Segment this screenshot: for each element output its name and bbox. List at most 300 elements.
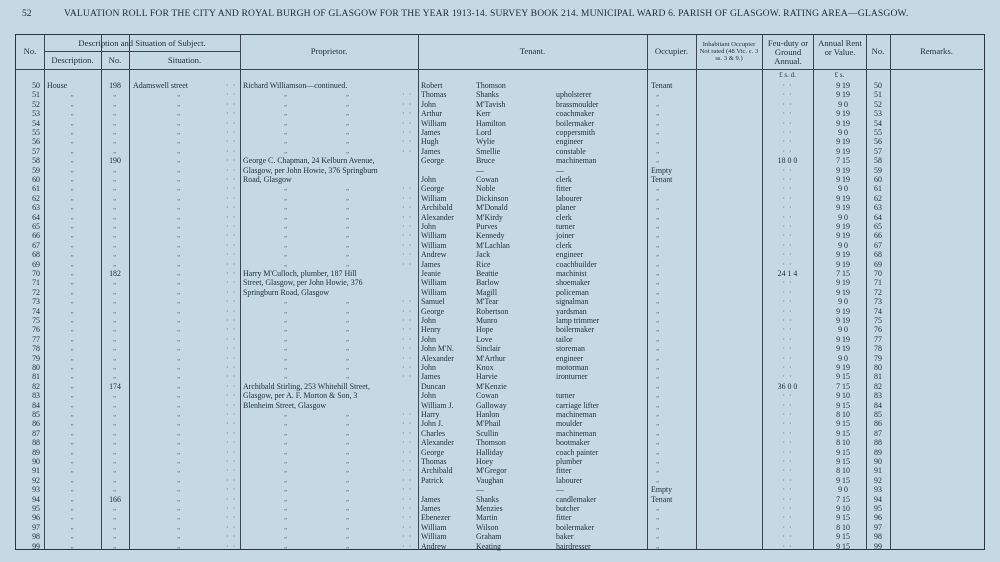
row-tenant-occupation: machineman [556, 428, 597, 438]
proprietor-ditto: „ [346, 410, 350, 418]
proprietor-ditto: „ [346, 193, 350, 202]
row-number: 92 [32, 475, 40, 485]
proprietor-leader-dots: · · [402, 428, 413, 438]
row-tenant-occupation: coppersmith [556, 128, 596, 137]
situation-leader-dots: · · [226, 250, 237, 260]
row-occupier: „ [656, 522, 660, 531]
row-number: 87 [32, 428, 40, 438]
row-tenant-first-name: Samuel [421, 297, 445, 307]
row-tenant-first-name: Arthur [421, 109, 443, 119]
row-annual-rent: 9 15 [836, 532, 850, 542]
feu-leader-dots: · · [782, 259, 793, 269]
feu-leader-dots: · · [782, 165, 793, 175]
row-situation: „ [177, 259, 181, 268]
row-tenant-first-name: William [421, 522, 447, 532]
row-number-right: 51 [874, 90, 882, 100]
row-occupier: „ [656, 344, 660, 353]
row-number-right: 96 [874, 513, 882, 523]
proprietor-leader-dots: · · [402, 212, 413, 222]
situation-leader-dots: · · [226, 156, 237, 166]
row-occupier: „ [656, 203, 660, 212]
row-tenant-surname: Scullin [476, 428, 499, 438]
situation-leader-dots: · · [226, 316, 237, 325]
page-number: 52 [22, 8, 32, 19]
row-tenant-first-name: William [421, 278, 447, 288]
proprietor-ditto: „ [284, 222, 288, 230]
proprietor-leader-dots: · · [402, 504, 413, 513]
row-number: 68 [32, 250, 40, 260]
proprietor-leader-dots: · · [402, 485, 413, 495]
row-tenant-surname: M'Tear [476, 297, 499, 307]
row-number: 79 [32, 353, 40, 363]
col-header-proprietor: Proprietor. [310, 46, 348, 56]
row-tenant-surname: Rice [476, 259, 491, 269]
proprietor-leader-dots: · · [402, 334, 413, 344]
proprietor-ditto: „ [346, 419, 350, 428]
proprietor-leader-dots: · · [402, 541, 413, 551]
row-situation: „ [177, 146, 181, 155]
row-description: „ [70, 90, 75, 99]
header-subrule [44, 51, 240, 52]
valuation-table [15, 34, 985, 550]
row-tenant-first-name: George [421, 156, 445, 166]
proprietor-leader-dots: · · [402, 128, 413, 137]
row-tenant-surname: Wylie [476, 137, 495, 147]
feu-leader-dots: · · [782, 532, 793, 542]
row-occupier: „ [656, 128, 660, 136]
rent-units: £ s. [834, 71, 845, 79]
row-tenant-surname: Harvie [476, 372, 498, 382]
proprietor-ditto: „ [284, 504, 288, 512]
row-number-right: 77 [874, 334, 882, 344]
row-subject-number: „ [113, 485, 117, 494]
row-description: „ [70, 222, 75, 230]
row-tenant-occupation: clerk [556, 212, 572, 222]
row-description: „ [70, 146, 75, 155]
situation-leader-dots: · · [226, 466, 237, 476]
row-occupier: „ [656, 391, 660, 400]
row-description: „ [70, 306, 75, 315]
col-header-feu-duty: Feu-duty or Ground Annual. [767, 38, 809, 66]
row-tenant-first-name: John [421, 99, 436, 109]
row-number: 76 [32, 325, 40, 335]
row-description: „ [70, 99, 75, 108]
feu-leader-dots: · · [782, 193, 793, 203]
situation-leader-dots: · · [226, 475, 237, 485]
row-situation: Adamswell street [133, 81, 188, 90]
feu-leader-dots: · · [782, 485, 793, 495]
row-tenant-occupation: policeman [556, 287, 589, 297]
row-tenant-occupation: — [556, 485, 564, 495]
row-tenant-surname: Magill [476, 287, 498, 297]
row-occupier: „ [656, 184, 660, 193]
row-tenant-first-name: Archibald [421, 466, 453, 476]
proprietor-leader-dots: · · [402, 146, 413, 156]
situation-leader-dots: · · [226, 222, 237, 231]
row-situation: „ [177, 269, 181, 277]
situation-leader-dots: · · [226, 381, 237, 391]
row-proprietor: Road, Glasgow [243, 175, 292, 184]
row-subject-number: „ [113, 259, 117, 268]
row-occupier: „ [656, 447, 660, 456]
row-subject-number: „ [113, 137, 117, 146]
row-description: „ [70, 400, 75, 409]
row-tenant-occupation: turner [556, 222, 575, 231]
row-tenant-first-name: Thomas [421, 90, 447, 100]
col-header-description-group: Description and Situation of Subject. [78, 38, 206, 48]
row-number-right: 68 [874, 250, 882, 260]
row-tenant-surname: Hope [476, 325, 494, 335]
row-description: „ [70, 419, 75, 428]
row-occupier: „ [656, 428, 660, 437]
feu-leader-dots: · · [782, 146, 793, 156]
row-subject-number: „ [113, 400, 117, 409]
row-number: 72 [32, 287, 40, 297]
row-tenant-occupation: machineman [556, 410, 597, 419]
row-subject-number: „ [113, 344, 117, 353]
row-proprietor: Street, Glasgow, per John Howie, 376 [243, 278, 363, 288]
row-subject-number: „ [113, 428, 117, 437]
row-annual-rent: 9 15 [836, 372, 850, 382]
situation-leader-dots: · · [226, 146, 237, 156]
row-tenant-surname: Halliday [476, 447, 504, 457]
row-annual-rent: 9 0 [838, 297, 848, 307]
row-tenant-occupation: engineer [556, 250, 584, 260]
row-subject-number: „ [113, 447, 117, 456]
row-tenant-occupation: candlemaker [556, 494, 597, 504]
row-description: „ [70, 175, 75, 183]
row-tenant-surname: Kerr [476, 109, 491, 119]
situation-leader-dots: · · [226, 494, 237, 504]
feu-leader-dots: · · [782, 212, 793, 222]
row-tenant-surname: Cowan [476, 391, 499, 401]
feu-leader-dots: · · [782, 250, 793, 260]
row-proprietor: Glasgow, per John Howie, 376 Springburn [243, 165, 378, 175]
row-number-right: 69 [874, 259, 882, 269]
proprietor-ditto: „ [346, 306, 350, 315]
proprietor-ditto: „ [346, 532, 350, 541]
proprietor-leader-dots: · · [402, 466, 413, 476]
feu-leader-dots: · · [782, 410, 793, 419]
proprietor-leader-dots: · · [402, 325, 413, 335]
row-annual-rent: 9 15 [836, 428, 850, 438]
row-number: 57 [32, 146, 40, 156]
row-number-right: 54 [874, 118, 882, 128]
row-situation: „ [177, 212, 181, 221]
row-occupier: „ [656, 363, 660, 371]
row-tenant-first-name: William [421, 287, 447, 297]
feu-leader-dots: · · [782, 344, 793, 354]
row-number-right: 58 [874, 156, 882, 166]
row-tenant-occupation: machinist [556, 269, 587, 278]
row-number-right: 73 [874, 297, 882, 307]
row-number-right: 82 [874, 381, 882, 391]
proprietor-ditto: „ [284, 438, 288, 447]
row-number: 82 [32, 381, 40, 391]
row-situation: „ [177, 466, 181, 475]
feu-leader-dots: · · [782, 504, 793, 513]
row-tenant-occupation: engineer [556, 137, 584, 147]
row-tenant-first-name: George [421, 447, 445, 457]
proprietor-ditto: „ [284, 372, 288, 381]
row-situation: „ [177, 128, 181, 136]
feu-leader-dots: · · [782, 99, 793, 109]
row-situation: „ [177, 118, 181, 127]
row-annual-rent: 8 10 [836, 438, 850, 448]
row-situation: „ [177, 457, 181, 465]
proprietor-leader-dots: · · [402, 532, 413, 542]
row-description: „ [70, 372, 75, 381]
row-situation: „ [177, 109, 181, 118]
row-number-right: 67 [874, 240, 882, 250]
feu-leader-dots: · · [782, 90, 793, 100]
row-number: 67 [32, 240, 40, 250]
row-tenant-surname: Shanks [476, 494, 499, 504]
row-tenant-surname: — [476, 165, 484, 175]
row-annual-rent: 9 15 [836, 513, 850, 523]
situation-leader-dots: · · [226, 175, 237, 184]
proprietor-leader-dots: · · [402, 316, 413, 325]
row-occupier: „ [656, 137, 660, 146]
row-subject-number: „ [113, 363, 117, 371]
feu-leader-dots: · · [782, 231, 793, 241]
row-situation: „ [177, 522, 181, 531]
row-occupier: „ [656, 240, 660, 249]
row-annual-rent: 8 10 [836, 522, 850, 532]
row-description: „ [70, 193, 75, 202]
proprietor-ditto: „ [284, 494, 288, 503]
row-description: „ [70, 485, 75, 494]
row-annual-rent: 7 15 [836, 381, 850, 391]
row-tenant-first-name: Robert [421, 81, 443, 90]
row-occupier: „ [656, 532, 660, 541]
row-occupier: „ [656, 297, 660, 306]
row-number: 64 [32, 212, 40, 222]
row-tenant-surname: Beattie [476, 269, 499, 278]
row-description: „ [70, 410, 75, 418]
row-description: „ [70, 278, 75, 287]
row-tenant-surname: Hamilton [476, 118, 506, 128]
row-subject-number: 190 [109, 156, 121, 166]
proprietor-leader-dots: · · [402, 372, 413, 382]
proprietor-ditto: „ [284, 193, 288, 202]
row-description: „ [70, 522, 75, 531]
proprietor-ditto: „ [346, 259, 350, 268]
row-tenant-first-name: William [421, 118, 447, 128]
proprietor-ditto: „ [346, 334, 350, 343]
proprietor-ditto: „ [284, 109, 288, 118]
row-description: „ [70, 541, 75, 550]
situation-leader-dots: · · [226, 457, 237, 466]
situation-leader-dots: · · [226, 325, 237, 335]
proprietor-ditto: „ [284, 541, 288, 550]
row-tenant-occupation: — [556, 165, 564, 175]
row-feu-duty: 36 0 0 [777, 381, 798, 391]
proprietor-leader-dots: · · [402, 118, 413, 128]
row-occupier: „ [656, 146, 660, 155]
row-situation: „ [177, 410, 181, 418]
row-number-right: 53 [874, 109, 882, 119]
row-subject-number: „ [113, 334, 117, 343]
proprietor-ditto: „ [284, 410, 288, 418]
row-annual-rent: 9 0 [838, 325, 848, 335]
row-occupier: „ [656, 410, 660, 418]
row-tenant-first-name: William [421, 532, 447, 542]
row-tenant-occupation: constable [556, 146, 586, 156]
row-tenant-first-name: Alexander [421, 212, 454, 222]
row-tenant-first-name: Thomas [421, 457, 447, 466]
proprietor-leader-dots: · · [402, 250, 413, 260]
situation-leader-dots: · · [226, 240, 237, 250]
row-situation: „ [177, 278, 181, 287]
situation-leader-dots: · · [226, 212, 237, 222]
situation-leader-dots: · · [226, 269, 237, 278]
row-tenant-surname: M'Donald [476, 203, 508, 213]
row-tenant-occupation: plumber [556, 457, 583, 466]
situation-leader-dots: · · [226, 306, 237, 316]
row-subject-number: „ [113, 466, 117, 475]
row-situation: „ [177, 240, 181, 249]
row-tenant-surname: Barlow [476, 278, 500, 288]
row-number: 80 [32, 363, 40, 372]
proprietor-ditto: „ [346, 146, 350, 155]
row-situation: „ [177, 363, 181, 371]
row-number-right: 99 [874, 541, 882, 551]
row-annual-rent: 9 19 [836, 81, 850, 90]
row-proprietor: George C. Chapman, 24 Kelburn Avenue, [243, 156, 375, 166]
row-subject-number: „ [113, 287, 117, 296]
proprietor-ditto: „ [284, 259, 288, 268]
row-annual-rent: 8 10 [836, 410, 850, 419]
row-subject-number: „ [113, 128, 117, 136]
row-description: „ [70, 231, 75, 240]
row-occupier: „ [656, 259, 660, 268]
row-tenant-first-name: John [421, 391, 436, 401]
row-tenant-first-name: James [421, 128, 441, 137]
row-tenant-first-name: John [421, 175, 436, 184]
feu-leader-dots: · · [782, 81, 793, 90]
row-number: 77 [32, 334, 40, 344]
proprietor-ditto: „ [284, 532, 288, 541]
row-number-right: 72 [874, 287, 882, 297]
row-tenant-occupation: boilermaker [556, 325, 595, 335]
row-tenant-first-name: James [421, 146, 441, 156]
row-tenant-surname: Hanlon [476, 410, 500, 419]
proprietor-leader-dots: · · [402, 344, 413, 354]
row-occupier: „ [656, 250, 660, 259]
row-tenant-surname: Cowan [476, 175, 499, 184]
proprietor-ditto: „ [284, 447, 288, 456]
row-number: 70 [32, 269, 40, 278]
row-tenant-first-name: Alexander [421, 438, 454, 448]
row-tenant-surname: Hoey [476, 457, 494, 466]
row-tenant-occupation: butcher [556, 504, 580, 513]
row-tenant-occupation: clerk [556, 175, 572, 184]
row-number-right: 57 [874, 146, 882, 156]
row-subject-number: „ [113, 522, 117, 531]
situation-leader-dots: · · [226, 81, 237, 90]
row-tenant-surname: Galloway [476, 400, 507, 410]
row-number: 75 [32, 316, 40, 325]
row-tenant-occupation: ironturner [556, 372, 588, 382]
proprietor-leader-dots: · · [402, 306, 413, 316]
feu-leader-dots: · · [782, 447, 793, 457]
row-number-right: 66 [874, 231, 882, 241]
row-subject-number: 174 [109, 381, 121, 391]
situation-leader-dots: · · [226, 203, 237, 213]
row-tenant-first-name: Andrew [421, 250, 447, 260]
row-occupier: „ [656, 269, 660, 277]
row-tenant-surname: M'Kenzie [476, 381, 507, 391]
feu-leader-dots: · · [782, 353, 793, 363]
proprietor-ditto: „ [284, 513, 288, 522]
row-subject-number: „ [113, 222, 117, 230]
row-tenant-surname: Thomson [476, 81, 506, 90]
row-number-right: 52 [874, 99, 882, 109]
proprietor-ditto: „ [346, 428, 350, 437]
row-number: 99 [32, 541, 40, 551]
row-tenant-occupation: lamp trimmer [556, 316, 600, 325]
row-number: 88 [32, 438, 40, 448]
row-tenant-surname: Graham [476, 532, 502, 542]
row-situation: „ [177, 250, 181, 259]
row-annual-rent: 7 15 [836, 269, 850, 278]
proprietor-ditto: „ [284, 522, 288, 531]
proprietor-leader-dots: · · [402, 457, 413, 466]
row-annual-rent: 9 19 [836, 146, 850, 156]
row-number-right: 87 [874, 428, 882, 438]
row-tenant-occupation: hairdresser [556, 541, 591, 551]
situation-leader-dots: · · [226, 90, 237, 100]
proprietor-leader-dots: · · [402, 353, 413, 363]
row-number: 51 [32, 90, 40, 100]
row-annual-rent: 9 19 [836, 137, 850, 147]
row-occupier: Tenant [651, 81, 673, 90]
situation-leader-dots: · · [226, 410, 237, 419]
row-occupier: „ [656, 419, 660, 428]
row-tenant-occupation: engineer [556, 353, 584, 363]
row-annual-rent: 9 0 [838, 184, 848, 194]
row-description: „ [70, 269, 75, 277]
proprietor-ditto: „ [346, 184, 350, 193]
row-number: 94 [32, 494, 40, 504]
row-number: 52 [32, 99, 40, 109]
row-tenant-first-name: Henry [421, 325, 441, 335]
feu-leader-dots: · · [782, 297, 793, 307]
row-description: „ [70, 128, 75, 136]
row-occupier: Empty [651, 165, 673, 175]
feu-leader-dots: · · [782, 363, 793, 372]
row-tenant-occupation: boilermaker [556, 522, 595, 532]
proprietor-ditto: „ [346, 522, 350, 531]
row-occupier: „ [656, 287, 660, 296]
row-description: „ [70, 447, 75, 456]
col-header-subject-no: No. [108, 55, 122, 65]
row-tenant-surname: Noble [476, 184, 496, 194]
proprietor-ditto: „ [284, 90, 288, 99]
row-tenant-first-name: Hugh [421, 137, 439, 147]
row-annual-rent: 9 0 [838, 128, 848, 137]
row-tenant-surname: Dickinson [476, 193, 509, 203]
row-annual-rent: 9 15 [836, 447, 850, 457]
row-tenant-first-name: James [421, 494, 441, 504]
proprietor-ditto: „ [346, 344, 350, 353]
row-situation: „ [177, 137, 181, 146]
proprietor-leader-dots: · · [402, 475, 413, 485]
row-tenant-occupation: planer [556, 203, 576, 213]
proprietor-ditto: „ [346, 325, 350, 334]
row-tenant-first-name: James [421, 259, 441, 269]
